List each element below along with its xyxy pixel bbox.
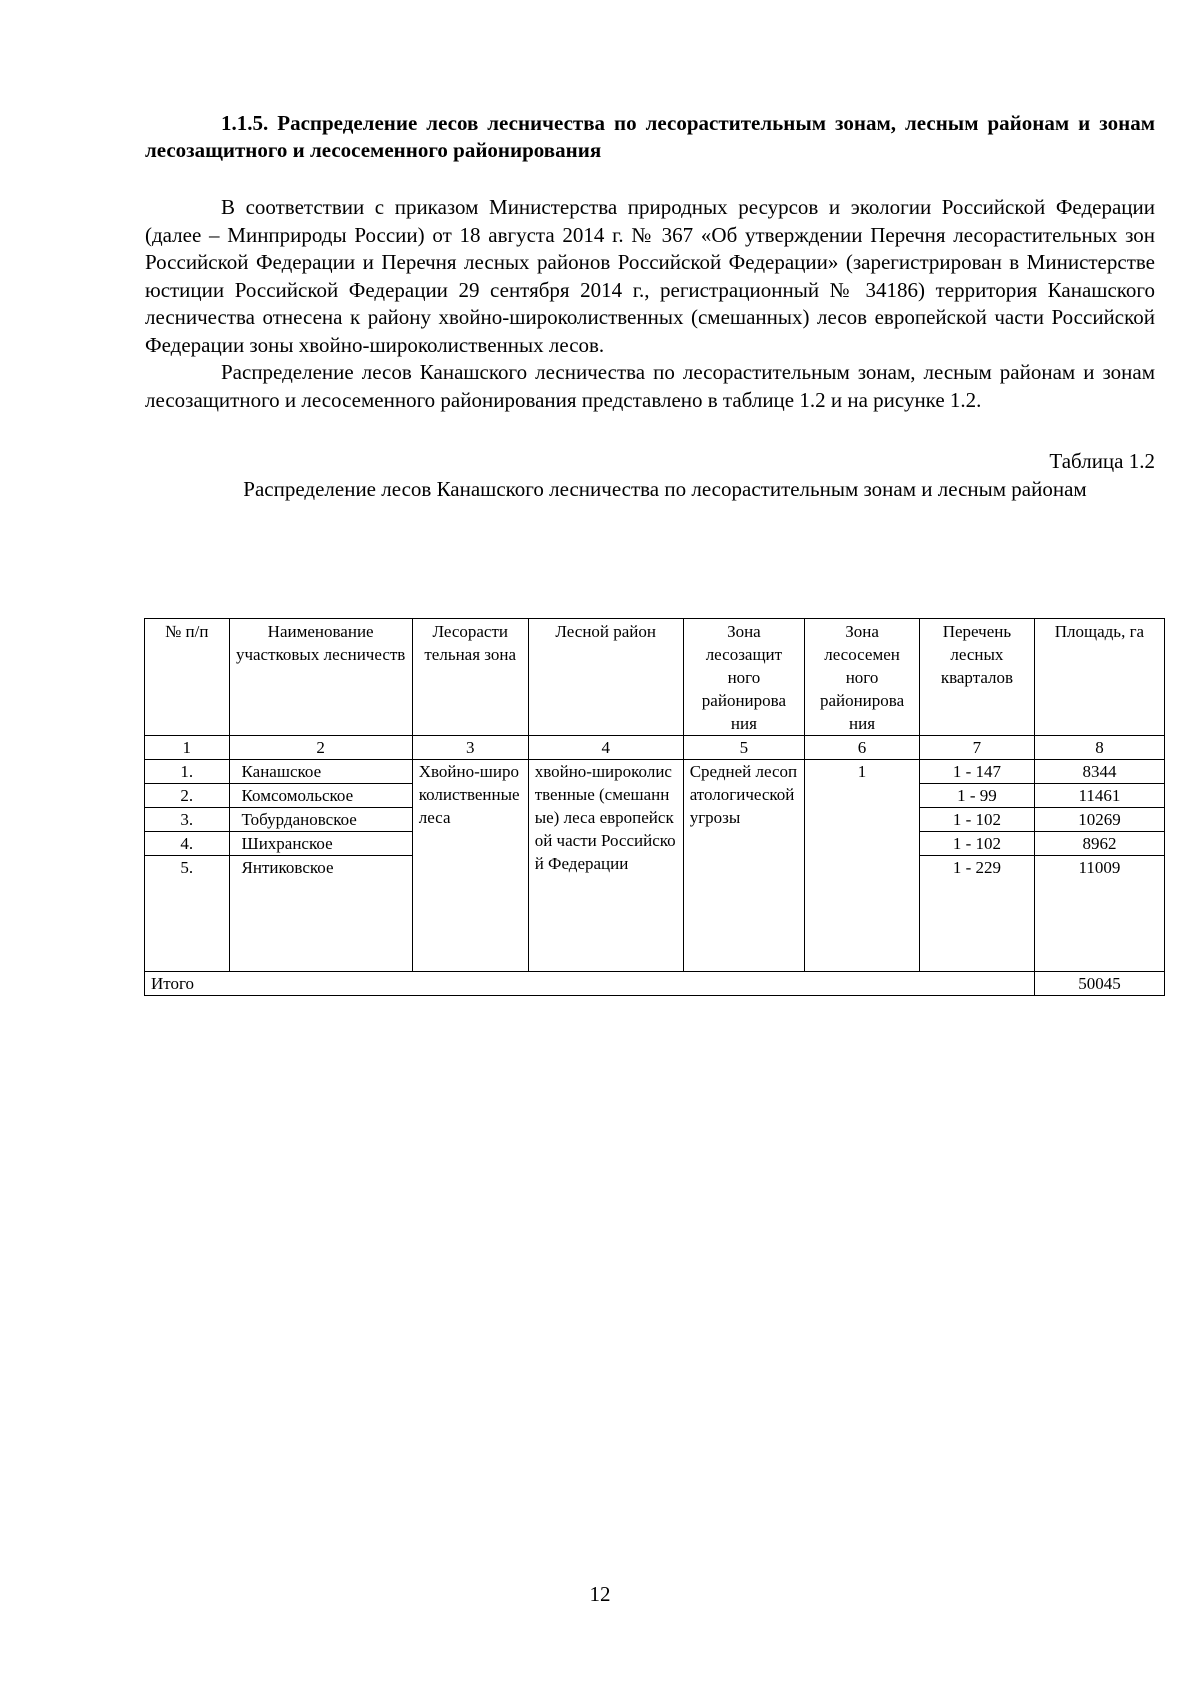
row-quarters: 1 - 102 (919, 832, 1034, 856)
total-area: 50045 (1034, 972, 1164, 996)
merged-zone: Хвойно-широколиственные леса (412, 760, 528, 972)
column-number: 8 (1034, 736, 1164, 760)
row-quarters: 1 - 147 (919, 760, 1034, 784)
header-district: Лесной район (528, 619, 683, 736)
row-name: Тобурдановское (229, 808, 412, 832)
row-name: Канашское (229, 760, 412, 784)
table-caption: Распределение лесов Канашского лесничества по лесорастительным зонам и лесным районам (243, 477, 1087, 501)
header-name: Наименование участковых лесничеств (229, 619, 412, 736)
row-quarters: 1 - 99 (919, 784, 1034, 808)
row-name: Шихранское (229, 832, 412, 856)
header-seed-zone: Зона лесосемен ного районирова ния (805, 619, 920, 736)
paragraph-1: В соответствии с приказом Министерства природных ресурсов и экологии Российской Федерации (далее – Минприроды России) от 18 августа 2014 г. № 367 «Об утверждении Перечня лесорастительных зон Российской Федерации и Перечня лесных районов Российской Федерации» (зарегистрирован в Министерстве юстиции Российской Федерации 29 сентября 2014 г., регистрационный № 34186) территория Канашского лесничества отнесена к району хвойно-широколиственных (смешанных) лесов европейской части Российской Федерации зоны хвойно-широколиственных лесов. (145, 195, 1155, 357)
header-zone: Лесорасти тельная зона (412, 619, 528, 736)
header-num: № п/п (145, 619, 230, 736)
table-label: Таблица 1.2 (1049, 449, 1155, 473)
row-name: Комсомольское (229, 784, 412, 808)
row-num: 4. (145, 832, 230, 856)
row-num: 3. (145, 808, 230, 832)
column-number: 4 (528, 736, 683, 760)
row-num: 2. (145, 784, 230, 808)
merged-district: хвойно-широколиственные (смешанные) леса европейской части Российской Федерации (528, 760, 683, 972)
header-area: Площадь, га (1034, 619, 1164, 736)
row-area: 8344 (1034, 760, 1164, 784)
column-number: 2 (229, 736, 412, 760)
document-page (145, 110, 1155, 503)
row-area: 8962 (1034, 832, 1164, 856)
row-num: 1. (145, 760, 230, 784)
column-number: 3 (412, 736, 528, 760)
column-number: 5 (683, 736, 804, 760)
row-area: 10269 (1034, 808, 1164, 832)
total-label: Итого (145, 972, 1035, 996)
total-row (145, 972, 1165, 996)
row-name: Янтиковское (229, 856, 412, 972)
page-number: 12 (589, 1582, 611, 1606)
column-number: 6 (805, 736, 920, 760)
column-number: 7 (919, 736, 1034, 760)
row-quarters: 1 - 102 (919, 808, 1034, 832)
merged-seed-zone: 1 (805, 760, 920, 972)
header-quarters: Перечень лесных кварталов (919, 619, 1034, 736)
table-header-row (145, 619, 1165, 736)
column-number-row (145, 736, 1165, 760)
table-row (145, 760, 1165, 784)
section-heading: 1.1.5. Распределение лесов лесничества по лесорастительным зонам, лесным районам и зонам лесозащитного и лесосеменного районирования (145, 111, 1155, 162)
merged-protection-zone: Средней лесопатологической угрозы (683, 760, 804, 972)
row-area: 11461 (1034, 784, 1164, 808)
forest-distribution-table (144, 618, 1165, 996)
paragraph-2: Распределение лесов Канашского лесничества по лесорастительным зонам, лесным районам и зонам лесозащитного и лесосеменного районирования представлено в таблице 1.2 и на рисунке 1.2. (145, 360, 1155, 412)
row-quarters: 1 - 229 (919, 856, 1034, 972)
column-number: 1 (145, 736, 230, 760)
row-num: 5. (145, 856, 230, 972)
header-protection-zone: Зона лесозащит ного районирова ния (683, 619, 804, 736)
row-area: 11009 (1034, 856, 1164, 972)
